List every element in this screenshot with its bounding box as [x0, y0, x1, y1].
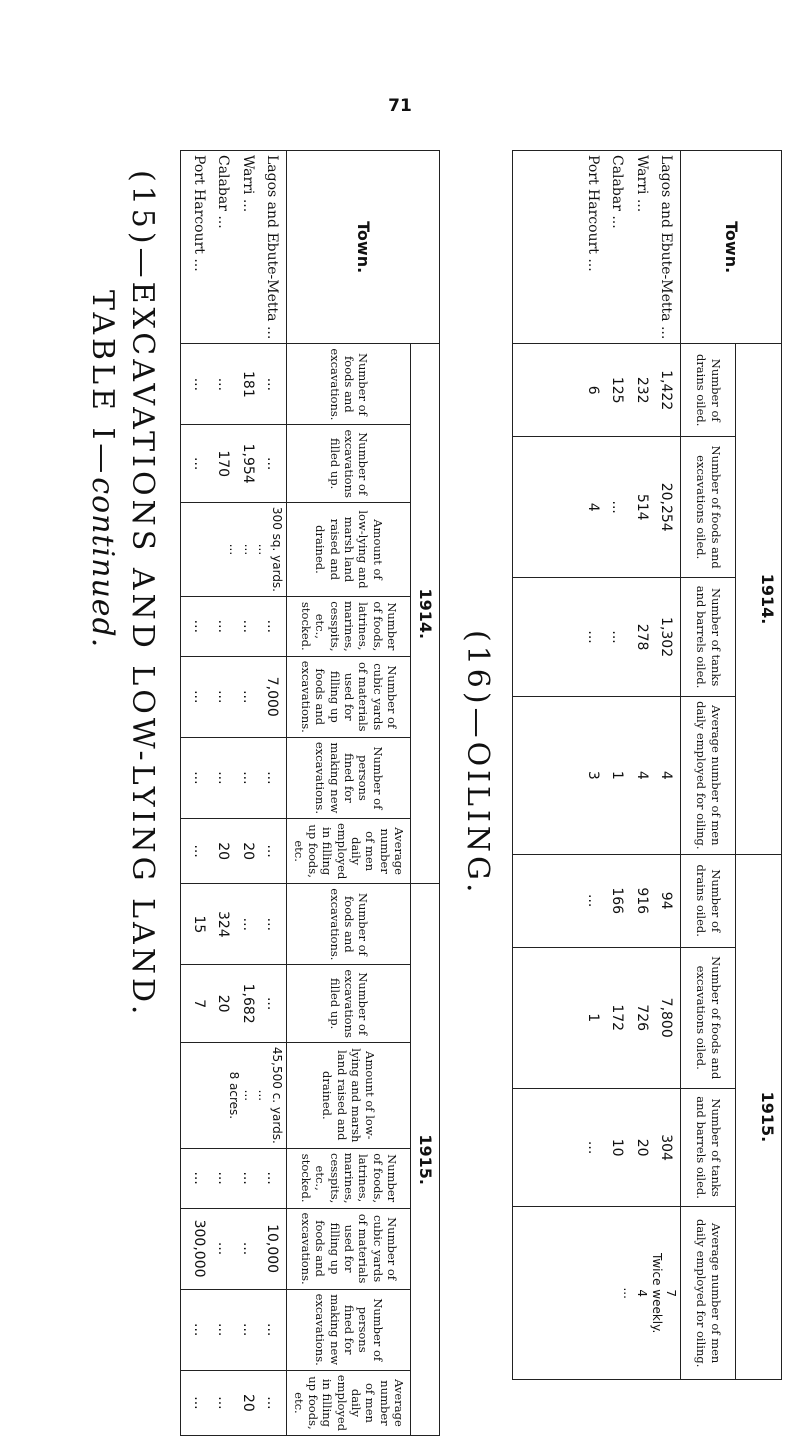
table-subtitle-text: (15)—EXCAVATIONS AND LOW-LYING LAND.	[125, 170, 160, 1019]
cell: 324	[215, 910, 232, 938]
cell: 20	[239, 842, 256, 861]
cell-group	[181, 656, 287, 737]
cell: 1,302	[658, 617, 675, 658]
col-header: Number of drains oiled.	[681, 854, 736, 947]
cell: ...	[264, 771, 281, 785]
col-header: Number of persons fined for making new excavations.	[287, 737, 411, 818]
cell-group	[181, 1208, 287, 1289]
page-number: 71	[388, 96, 412, 116]
cell-group	[181, 502, 287, 596]
cell: ...	[239, 771, 256, 785]
excavations-table	[180, 150, 440, 1432]
cell: ...	[584, 894, 601, 908]
col-header: Number of foods and excavations oiled.	[681, 947, 736, 1088]
cell-group	[513, 854, 681, 947]
col-header: Number of drains oiled.	[681, 344, 736, 437]
cell: 3	[584, 770, 601, 780]
cell-group	[513, 344, 681, 437]
cell: ...	[264, 377, 281, 392]
table-title-main: TABLE I—	[85, 290, 120, 478]
cell: ...	[215, 690, 232, 704]
cell-group	[181, 425, 287, 502]
cell: ...	[609, 630, 626, 644]
cell: 4	[584, 502, 601, 512]
cell: ...	[609, 500, 626, 514]
col-header: Number of excavations filled up.	[287, 425, 411, 502]
cell: 7	[664, 1289, 679, 1297]
excavations-year-1915: 1915.	[411, 884, 440, 1436]
excavations-year-1914: 1914.	[411, 344, 440, 884]
col-header: Average number of men daily employed in filling up foods, etc.	[287, 818, 411, 883]
cell: ...	[190, 1171, 207, 1185]
col-header: Amount of low-lying and marsh land raised and drained.	[287, 502, 411, 596]
cell-group	[181, 1042, 287, 1148]
cell: 916	[633, 887, 650, 915]
cell: 7	[190, 999, 207, 1009]
cell: 7,000	[264, 676, 281, 717]
cell: ...	[584, 630, 601, 644]
town-name: Lagos and Ebute-Metta ...	[264, 155, 281, 340]
cell: ...	[241, 543, 256, 556]
cell: 10,000	[264, 1224, 281, 1274]
cell: ...	[239, 1241, 256, 1256]
cell: 20,254	[658, 482, 675, 532]
cell-group	[513, 1088, 681, 1206]
cell: 4	[633, 770, 650, 780]
cell-group	[181, 884, 287, 965]
col-header: Number of cubic yards of materials used for filling up foods and excavations.	[287, 656, 411, 737]
cell: 20	[633, 1138, 650, 1157]
cell: ...	[621, 1287, 636, 1299]
town-list	[513, 151, 681, 344]
col-header: Average number of men daily employed for oiling.	[681, 1207, 736, 1380]
cell-group	[513, 578, 681, 696]
oiling-year-1915: 1915.	[736, 854, 782, 1379]
cell: 20	[239, 1394, 256, 1412]
cell: ...	[264, 844, 281, 858]
cell: ...	[190, 844, 207, 858]
col-header: Number of foods and excavations.	[287, 884, 411, 965]
cell: ...	[215, 377, 232, 392]
cell-group	[181, 1289, 287, 1370]
town-list	[181, 151, 287, 344]
town-name: Calabar ...	[609, 155, 626, 229]
oiling-title: (16)—OILING.	[460, 630, 495, 897]
cell: 8 acres.	[227, 1071, 242, 1120]
cell-group	[181, 344, 287, 425]
cell: 1	[584, 1013, 601, 1023]
cell: 726	[633, 1004, 650, 1032]
cell: ...	[584, 1140, 601, 1155]
cell: ...	[241, 1089, 256, 1102]
cell: 7,800	[658, 997, 675, 1038]
cell: ...	[239, 690, 256, 704]
cell: ...	[264, 619, 281, 634]
cell: 300,000	[190, 1219, 207, 1278]
cell: ...	[255, 543, 270, 556]
cell: ...	[264, 1396, 281, 1410]
col-header: Number of foods, latrines, marines, cesspits, etc., stocked.	[287, 597, 411, 657]
cell-group	[181, 965, 287, 1042]
col-header: Number of persons fined for making new excavations.	[287, 1289, 411, 1370]
cell: 232	[633, 376, 650, 404]
cell-group	[513, 947, 681, 1088]
cell: ...	[264, 1323, 281, 1337]
cell-group	[513, 437, 681, 578]
excavations-town-header: Town.	[287, 151, 440, 344]
town-name: Lagos and Ebute-Metta ...	[658, 155, 675, 340]
oiling-year-1914: 1914.	[736, 344, 782, 855]
cell: 278	[633, 623, 650, 651]
cell: ...	[190, 690, 207, 704]
cell: 20	[215, 994, 232, 1013]
table-subtitle	[125, 170, 160, 1018]
cell-group	[181, 1148, 287, 1208]
cell: 45,500 c. yards.	[270, 1046, 285, 1144]
cell: ...	[264, 457, 281, 471]
col-header: Number of cubic yards of materials used for filling up foods and excavations.	[287, 1208, 411, 1289]
cell: 300 sq. yards.	[270, 506, 285, 592]
cell: 1,954	[239, 443, 256, 484]
col-header: Number of tanks and barrels oiled.	[681, 578, 736, 696]
cell: 166	[609, 887, 626, 915]
col-header: Number of foods, latrines, marines, cesspits, etc., stocked.	[287, 1148, 411, 1208]
cell: ...	[239, 1171, 256, 1185]
cell: 20	[215, 842, 232, 861]
cell: 15	[190, 915, 207, 934]
cell: 10	[609, 1138, 626, 1157]
cell: ...	[239, 619, 256, 634]
cell-group	[513, 696, 681, 854]
cell: ...	[215, 619, 232, 634]
cell-group	[181, 597, 287, 657]
cell: ...	[215, 1171, 232, 1185]
cell: 181	[239, 371, 256, 398]
cell: 1	[609, 770, 626, 780]
table-title	[85, 290, 120, 648]
table-title-continued: continued.	[85, 477, 120, 649]
cell: ...	[239, 1323, 256, 1337]
col-header: Number of excavations filled up.	[287, 965, 411, 1042]
cell: ...	[190, 377, 207, 392]
col-header: Number of foods and excavations.	[287, 344, 411, 425]
cell: ...	[215, 771, 232, 785]
cell-group	[181, 1370, 287, 1435]
cell: 94	[658, 891, 675, 910]
cell: ...	[190, 1323, 207, 1337]
cell: ...	[264, 996, 281, 1011]
cell: ...	[190, 771, 207, 785]
cell: ...	[215, 1323, 232, 1337]
cell-group	[513, 1207, 681, 1380]
cell-group	[181, 818, 287, 883]
cell: 125	[609, 376, 626, 404]
cell: 172	[609, 1004, 626, 1032]
cell: ...	[215, 1241, 232, 1256]
cell-group	[181, 737, 287, 818]
cell: 304	[658, 1134, 675, 1161]
cell: ...	[190, 1396, 207, 1410]
town-name: Port Harcourt ...	[584, 155, 601, 272]
town-name: Warri ...	[239, 155, 256, 213]
town-name: Calabar ...	[215, 155, 232, 229]
cell: 4	[658, 770, 675, 780]
cell: ...	[255, 1089, 270, 1102]
cell: 514	[633, 493, 650, 521]
cell: ...	[264, 1171, 281, 1185]
cell: 6	[584, 385, 601, 395]
col-header: Number of foods and excavations oiled.	[681, 437, 736, 578]
cell: ...	[215, 1396, 232, 1410]
col-header: Number of tanks and barrels oiled.	[681, 1088, 736, 1206]
oiling-town-header: Town.	[681, 151, 782, 344]
col-header: Average number of men daily employed for oiling.	[681, 696, 736, 854]
oiling-table	[512, 150, 782, 1380]
cell: ...	[190, 457, 207, 471]
town-name: Warri ...	[633, 155, 650, 213]
cell: ...	[239, 917, 256, 932]
col-header: Amount of low-lying and marsh land raised and drained.	[287, 1042, 411, 1148]
cell: 1,682	[239, 983, 256, 1024]
cell: Twice weekly.	[649, 1252, 664, 1334]
cell: ...	[227, 543, 242, 556]
cell: ...	[190, 619, 207, 634]
cell: 4	[635, 1289, 650, 1297]
town-name: Port Harcourt ...	[190, 155, 207, 272]
cell: ...	[264, 917, 281, 932]
cell: 1,422	[658, 370, 675, 411]
cell: 170	[215, 450, 232, 478]
col-header: Average number of men daily employed in filling up foods, etc.	[287, 1370, 411, 1435]
